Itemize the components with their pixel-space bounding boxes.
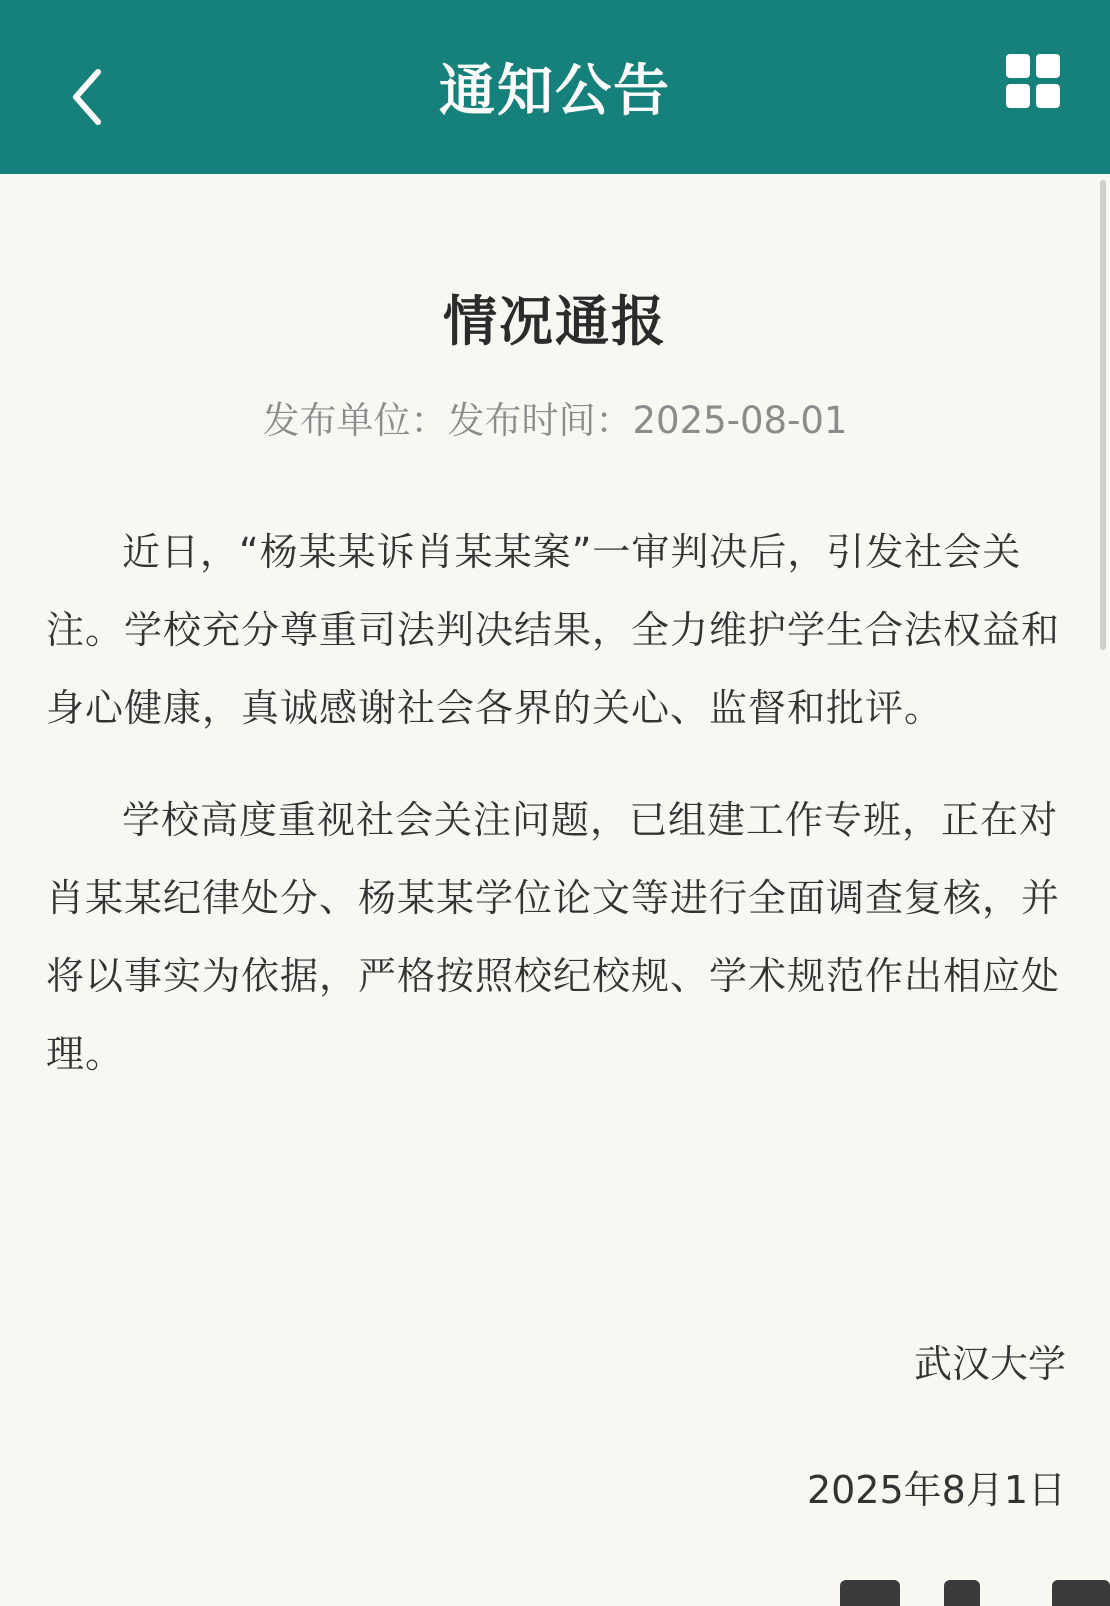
grid-icon bbox=[1004, 52, 1064, 112]
page-title: 通知公告 bbox=[439, 59, 671, 124]
scrollbar-thumb[interactable] bbox=[1100, 180, 1106, 650]
top-app-bar bbox=[0, 0, 1110, 174]
paragraph-2: 学校高度重视社会关注问题，已组建工作专班，正在对肖某某纪律处分、杨某某学位论文等进行全面调查复核，并将以事实为依据，严格按照校纪校规、学术规范作出相应处理。 bbox=[46, 798, 1061, 1076]
menu-button[interactable] bbox=[1004, 52, 1064, 112]
bottom-overlay bbox=[840, 1574, 1110, 1606]
article-title: 情况通报 bbox=[443, 290, 667, 353]
publish-meta: 发布单位：发布时间：2025-08-01 bbox=[262, 399, 848, 442]
signature-organization: 武汉大学 bbox=[913, 1342, 1066, 1386]
signature-date: 2025年8月1日 bbox=[806, 1468, 1066, 1512]
paragraph-1: 近日，“杨某某诉肖某某案”一审判决后，引发社会关注。学校充分尊重司法判决结果，全力维护学生合法权益和身心健康，真诚感谢社会各界的关心、监督和批评。 bbox=[46, 530, 1061, 730]
